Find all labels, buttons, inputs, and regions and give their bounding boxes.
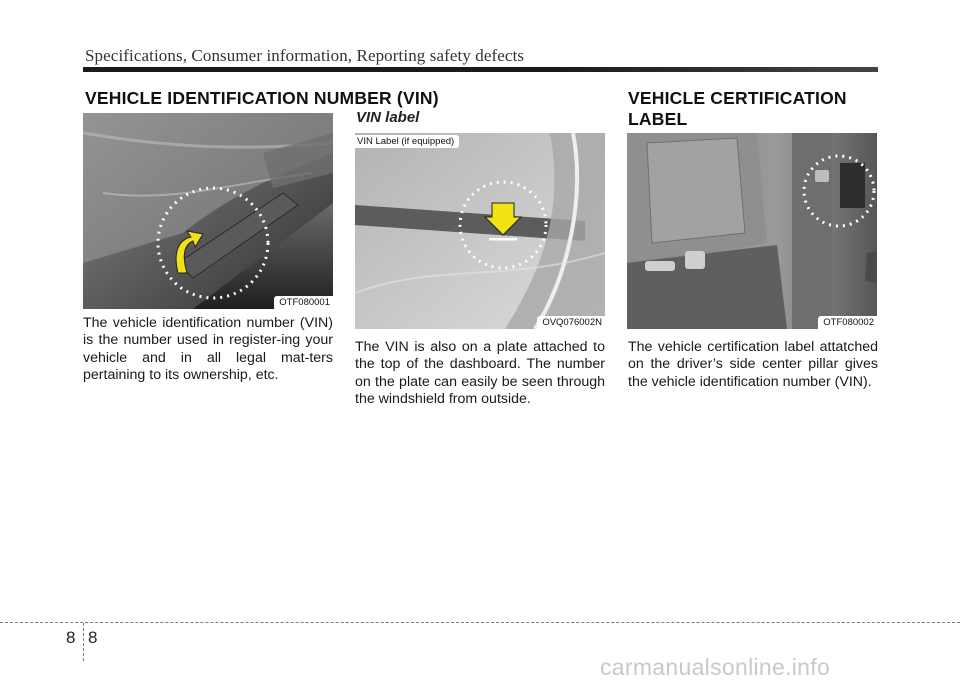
watermark: carmanualsonline.info	[600, 654, 831, 680]
door-pillar-photo	[627, 133, 877, 329]
figure-code: OVQ076002N	[537, 316, 605, 329]
running-header: Specifications, Consumer information, Reporting safety defects	[85, 46, 525, 65]
page-number: 8	[88, 628, 98, 647]
vin-section-title: VEHICLE IDENTIFICATION NUMBER (VIN)	[85, 88, 439, 108]
cert-section-title-line2: LABEL	[628, 109, 688, 129]
vin-section-body: The vehicle identification number (VIN) is the number used in register-ing your vehicle and in all legal mat-ters pertaining to its ownership, etc.	[83, 315, 333, 384]
vin-seat-floor-photo	[83, 113, 333, 309]
cert-section-title-line1: VEHICLE CERTIFICATION	[628, 88, 847, 108]
cert-section-body: The vehicle certification label attatched on the driver’s side center pillar gives the vehicle identification number (VIN).	[628, 339, 878, 390]
dashboard-vin-photo	[355, 133, 605, 329]
header-rule	[83, 67, 878, 72]
vin-label-body: The VIN is also on a plate attached to the top of the dashboard. The number on the plate can easily be seen through the windshield from outside.	[355, 339, 605, 408]
figure-tag: VIN Label (if equipped)	[355, 135, 459, 148]
footer-divider	[83, 623, 84, 661]
vin-label-subtitle: VIN label	[356, 109, 420, 126]
figure-code: OTF080002	[818, 316, 877, 329]
figure-code: OTF080001	[274, 296, 333, 309]
section-number: 8	[66, 628, 76, 647]
footer-rule	[0, 622, 960, 623]
